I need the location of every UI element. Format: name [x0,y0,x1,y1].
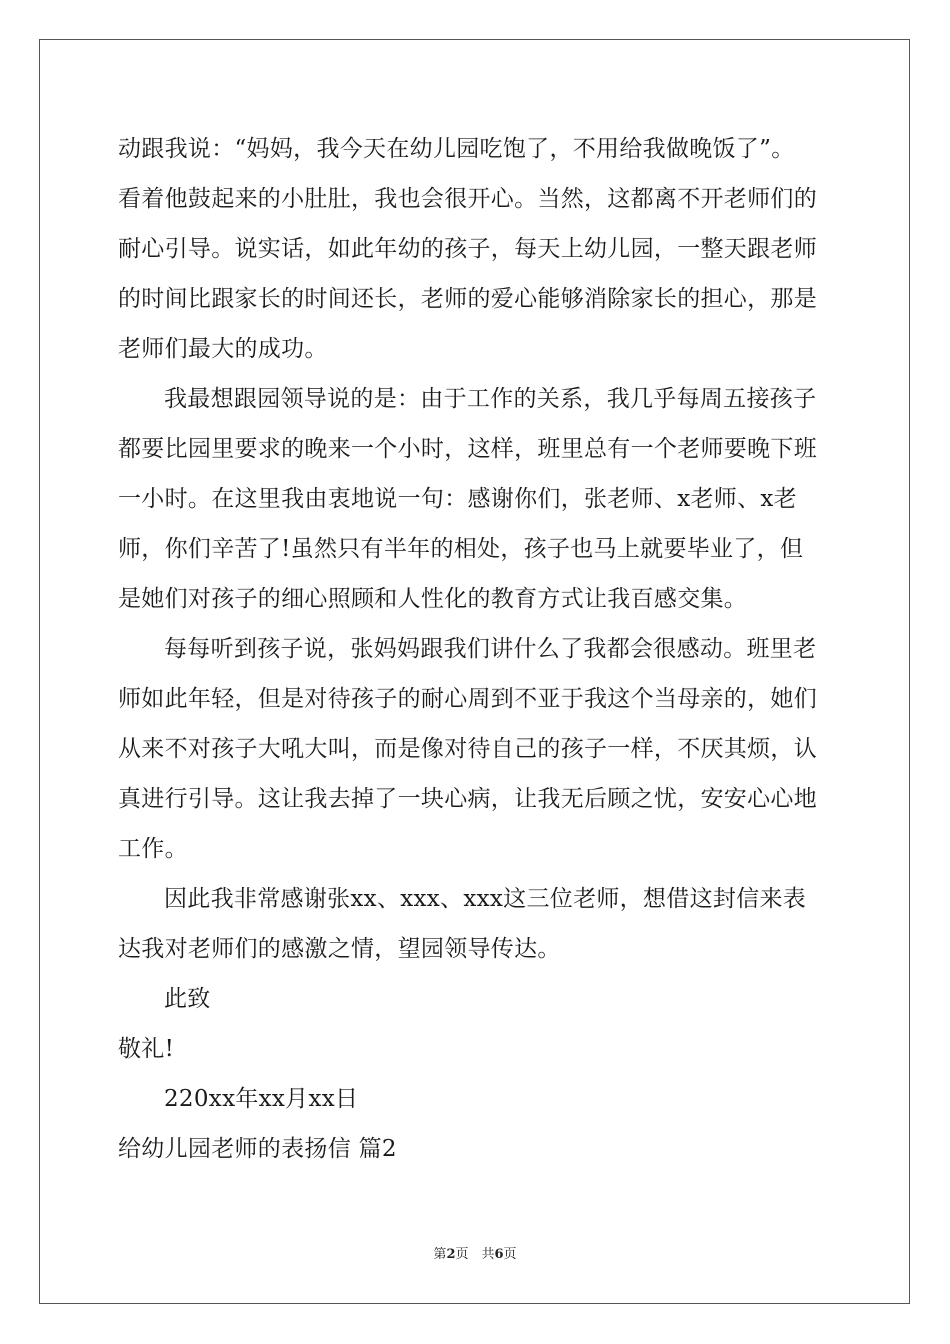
footer-mid: 页 共 [455,1247,495,1262]
text-line: 师，你们辛苦了!虽然只有半年的相处，孩子也马上就要毕业了，但 [118,536,804,562]
text-line: 我最想跟园领导说的是：由于工作的关系，我几乎每周五接孩子 [164,386,817,412]
current-page-number: 2 [446,1247,456,1262]
text-line: 看着他鼓起来的小肚肚，我也会很开心。当然，这都离不开老师们的 [118,186,817,212]
footer-prefix: 第 [433,1247,447,1262]
total-page-count: 6 [494,1247,504,1262]
text-line: 动跟我说：“妈妈，我今天在幼儿园吃饱了，不用给我做晚饭了”。 [118,136,795,162]
text-line: 是她们对孩子的细心照顾和人性化的教育方式让我百感交集。 [118,586,748,612]
footer-suffix: 页 [503,1247,517,1262]
text-line: 一小时。在这里我由衷地说一句：感谢你们，张老师、x老师、x老 [118,486,797,512]
page-footer [0,1246,950,1264]
text-line: 从来不对孩子大吼大叫，而是像对待自己的孩子一样，不厌其烦，认 [118,736,817,762]
document-body [118,124,838,1174]
text-line: 老师们最大的成功。 [118,336,328,362]
section-heading: 给幼儿园老师的表扬信 篇2 [118,1136,397,1162]
text-line: 真进行引导。这让我去掉了一块心病，让我无后顾之忧，安安心心地 [118,786,817,812]
text-line: 都要比园里要求的晚来一个小时，这样，班里总有一个老师要晚下班 [118,436,817,462]
text-line: 每每听到孩子说，张妈妈跟我们讲什么了我都会很感动。班里老 [164,636,817,662]
closing-regards: 敬礼! [118,1036,175,1062]
text-line: 耐心引导。说实话，如此年幼的孩子，每天上幼儿园，一整天跟老师 [118,236,817,262]
text-line: 因此我非常感谢张xx、xxx、xxx这三位老师，想借这封信来表 [164,886,807,912]
text-line: 工作。 [118,836,188,862]
text-line: 师如此年轻，但是对待孩子的耐心周到不亚于我这个当母亲的，她们 [118,686,817,712]
text-line: 达我对老师们的感激之情，望园领导传达。 [118,936,561,962]
letter-date: 220xx年xx月xx日 [164,1086,359,1112]
text-line: 的时间比跟家长的时间还长，老师的爱心能够消除家长的担心，那是 [118,286,817,312]
closing-salutation: 此致 [164,986,211,1012]
